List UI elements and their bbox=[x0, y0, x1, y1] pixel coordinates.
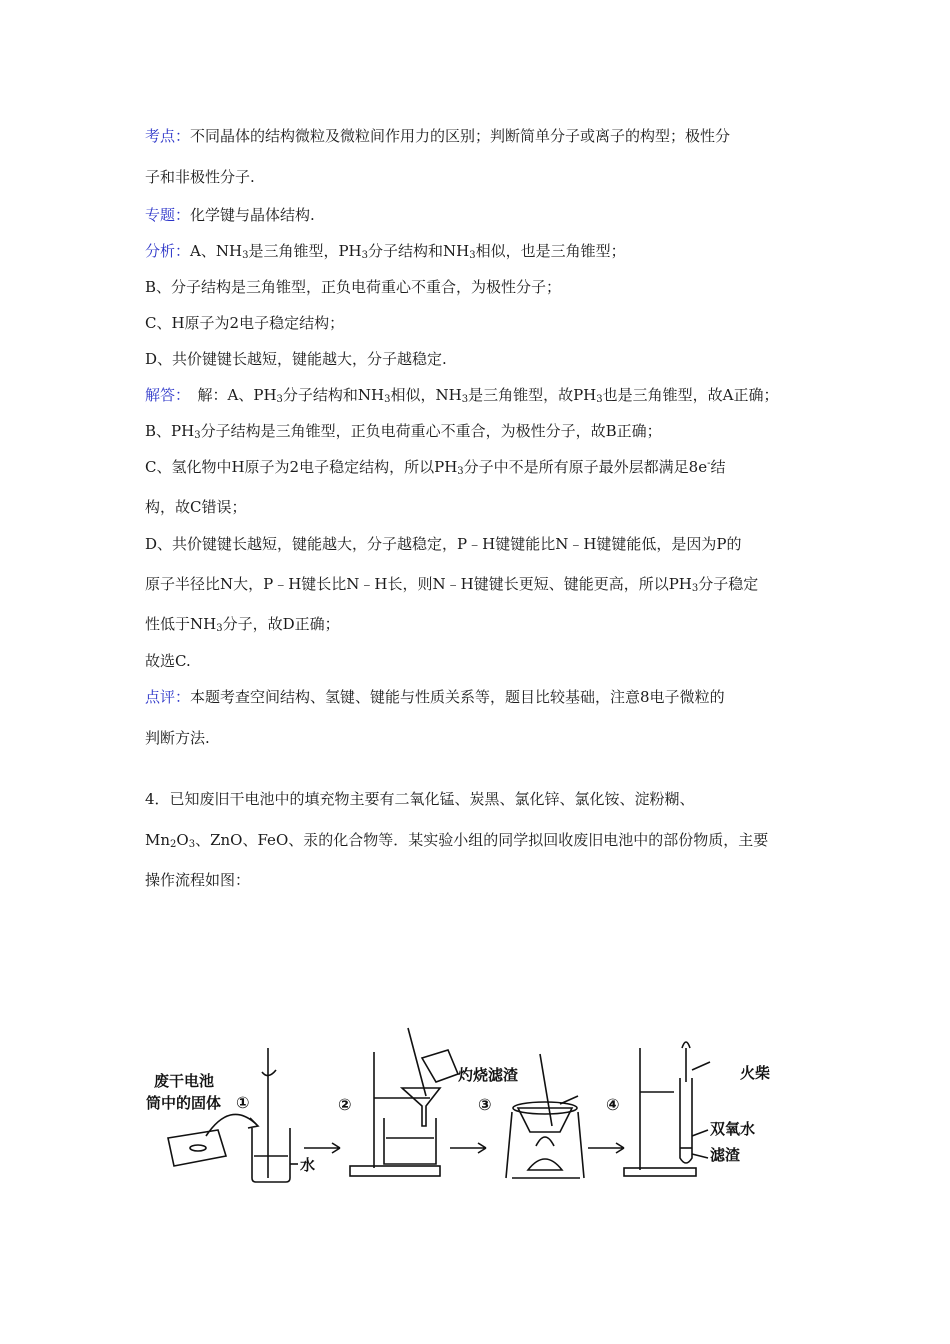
zhuanti-line bbox=[145, 205, 315, 225]
text-run: 也是三角锥型，故A正确； bbox=[602, 386, 779, 404]
fenxi-line-a bbox=[145, 241, 626, 261]
kaodian-text-cont: 子和非极性分子. bbox=[145, 168, 255, 186]
text-run: 分子结构和NH bbox=[368, 242, 470, 260]
subscript: 3 bbox=[216, 623, 223, 634]
text-run: 原子半径比N大，P﹣H键长比N﹣H长，则N﹣H键键长更短、键能更高，所以PH bbox=[145, 575, 692, 593]
step-1-marker: ① bbox=[236, 1093, 250, 1112]
water-label: 水 bbox=[300, 1156, 316, 1174]
zhuanti-label: 专题： bbox=[145, 206, 191, 224]
flow-arrow-3 bbox=[588, 1143, 624, 1153]
question4-line-1 bbox=[145, 789, 695, 809]
text-run: 分子结构是三角锥型，正负电荷重心不重合，为极性分子，故B正确； bbox=[200, 422, 662, 440]
h2o2-label: 双氧水 bbox=[710, 1120, 756, 1138]
zhuanti-text: 化学键与晶体结构. bbox=[190, 206, 315, 224]
subscript: 3 bbox=[469, 250, 476, 261]
subscript: 2 bbox=[170, 839, 177, 850]
tripod-legs bbox=[506, 1112, 584, 1178]
stand-base-2 bbox=[350, 1166, 440, 1176]
subscript: 3 bbox=[691, 583, 699, 594]
superscript: - bbox=[707, 458, 711, 469]
paper-sheet bbox=[168, 1130, 226, 1166]
text-run: 分子中不是所有原子最外层都满足8e bbox=[463, 458, 708, 476]
flame bbox=[536, 1137, 554, 1146]
glass-rod-3 bbox=[540, 1054, 552, 1126]
alcohol-lamp bbox=[528, 1159, 562, 1170]
flow-arrow-1 bbox=[304, 1143, 340, 1153]
fenxi-line-c bbox=[145, 313, 344, 333]
text-run: 相似，NH bbox=[390, 386, 462, 404]
match-pointer bbox=[692, 1062, 710, 1070]
text-run: 结 bbox=[710, 458, 726, 476]
step-4-marker: ④ bbox=[606, 1095, 620, 1114]
text-run: O bbox=[176, 831, 189, 849]
flow-arrow-2 bbox=[450, 1143, 486, 1153]
step-2-marker: ② bbox=[338, 1095, 352, 1114]
match-flame bbox=[682, 1042, 690, 1048]
text-run: 分子结构和NH bbox=[282, 386, 385, 404]
test-tube bbox=[680, 1078, 692, 1163]
battery-solid bbox=[190, 1145, 206, 1151]
kaodian-text: 不同晶体的结构微粒及微粒间作用力的区别；判断简单分子或离子的构型；极性分 bbox=[190, 127, 731, 145]
battery-label-1: 废干电池 bbox=[154, 1072, 215, 1090]
question4-line-3 bbox=[145, 870, 250, 890]
subscript: 3 bbox=[596, 394, 603, 405]
dianping-line-2 bbox=[145, 728, 210, 748]
subscript: 3 bbox=[188, 839, 196, 850]
funnel-2 bbox=[402, 1088, 440, 1126]
jieda-d1-text: D、共价键键长越短，键能越大，分子越稳定，P﹣H键键能比N﹣H键键能低，是因为P的 bbox=[145, 535, 742, 553]
dianping-line-1 bbox=[145, 687, 725, 707]
stand-base-4 bbox=[624, 1168, 696, 1176]
jieda-line-b bbox=[145, 421, 662, 441]
subscript: 3 bbox=[461, 394, 469, 405]
stir-swirl bbox=[262, 1070, 276, 1076]
fenxi-line-b bbox=[145, 277, 561, 297]
jieda-line-d3 bbox=[145, 614, 340, 634]
dianping-label: 点评： bbox=[145, 688, 191, 706]
text-run: 、ZnO、FeO、汞的化合物等．某实验小组的同学拟回收废旧电池中的部份物质，主要 bbox=[195, 831, 769, 849]
step-3-marker: ③ bbox=[478, 1095, 492, 1114]
residue-pointer bbox=[692, 1154, 708, 1158]
text-run: 分子，故D正确； bbox=[222, 615, 340, 633]
jieda-choice bbox=[145, 651, 191, 671]
beaker-1 bbox=[252, 1128, 290, 1182]
text-run: 解：A、PH bbox=[182, 386, 277, 404]
text-run: 分子稳定 bbox=[698, 575, 759, 593]
question-text-cont: 操作流程如图： bbox=[145, 871, 251, 889]
dianping-text: 本题考查空间结构、氢键、键能与性质关系等，题目比较基础，注意8电子微粒的 bbox=[190, 688, 725, 706]
kaodian-label: 考点： bbox=[145, 127, 191, 145]
jieda-line-d2 bbox=[145, 574, 758, 594]
jieda-c2-text: 构，故C错误； bbox=[145, 498, 247, 516]
text-run: Mn bbox=[145, 831, 171, 849]
question4-line-2 bbox=[145, 830, 768, 850]
subscript: 3 bbox=[384, 394, 391, 405]
match-label: 火柴 bbox=[740, 1064, 771, 1082]
fenxi-b-text: B、分子结构是三角锥型，正负电荷重心不重合，为极性分子； bbox=[145, 278, 562, 296]
pouring-beaker bbox=[422, 1050, 458, 1082]
subscript: 3 bbox=[276, 394, 283, 405]
fenxi-line-d bbox=[145, 349, 447, 369]
jieda-label: 解答： bbox=[145, 386, 183, 404]
text-run: B、PH bbox=[145, 422, 195, 440]
jieda-line-c1 bbox=[145, 457, 726, 477]
fenxi-c-text: C、H原子为2电子稳定结构； bbox=[145, 314, 345, 332]
fenxi-label: 分析： bbox=[145, 242, 191, 260]
fenxi-d-text: D、共价键键长越短，键能越大，分子越稳定. bbox=[145, 350, 447, 368]
kaodian-line-1 bbox=[145, 126, 730, 146]
text-run: 相似，也是三角锥型； bbox=[475, 242, 626, 260]
subscript: 3 bbox=[242, 250, 249, 261]
pour-arrow-curve bbox=[206, 1114, 256, 1136]
h2o2-pointer bbox=[692, 1130, 708, 1136]
choice-text: 故选C. bbox=[145, 652, 191, 670]
text-run: 是三角锥型，PH bbox=[248, 242, 362, 260]
kaodian-line-2 bbox=[145, 167, 255, 187]
text-run: 是三角锥型，故PH bbox=[468, 386, 597, 404]
residue-label: 滤渣 bbox=[710, 1146, 741, 1164]
crucible bbox=[518, 1108, 572, 1132]
text-run: 性低于NH bbox=[145, 615, 217, 633]
text-run: C、氢化物中H原子为2电子稳定结构，所以PH bbox=[145, 458, 458, 476]
jieda-line-d1 bbox=[145, 534, 742, 554]
subscript: 3 bbox=[361, 250, 368, 261]
subscript: 3 bbox=[457, 466, 464, 477]
dianping-text-cont: 判断方法. bbox=[145, 729, 210, 747]
experiment-flow-diagram bbox=[140, 1008, 820, 1193]
subscript: 3 bbox=[194, 430, 201, 441]
question-text: 4．已知废旧干电池中的填充物主要有二氧化锰、炭黑、氯化锌、氯化铵、淀粉糊、 bbox=[145, 790, 695, 808]
glass-rod-2 bbox=[408, 1028, 426, 1096]
jieda-line-a bbox=[145, 385, 779, 405]
beaker-2 bbox=[384, 1118, 436, 1164]
battery-label-2: 筒中的固体 bbox=[146, 1094, 222, 1112]
burn-residue-label: 灼烧滤渣 bbox=[458, 1066, 519, 1084]
text-run: A、NH bbox=[190, 242, 243, 260]
jieda-line-c2 bbox=[145, 497, 246, 517]
